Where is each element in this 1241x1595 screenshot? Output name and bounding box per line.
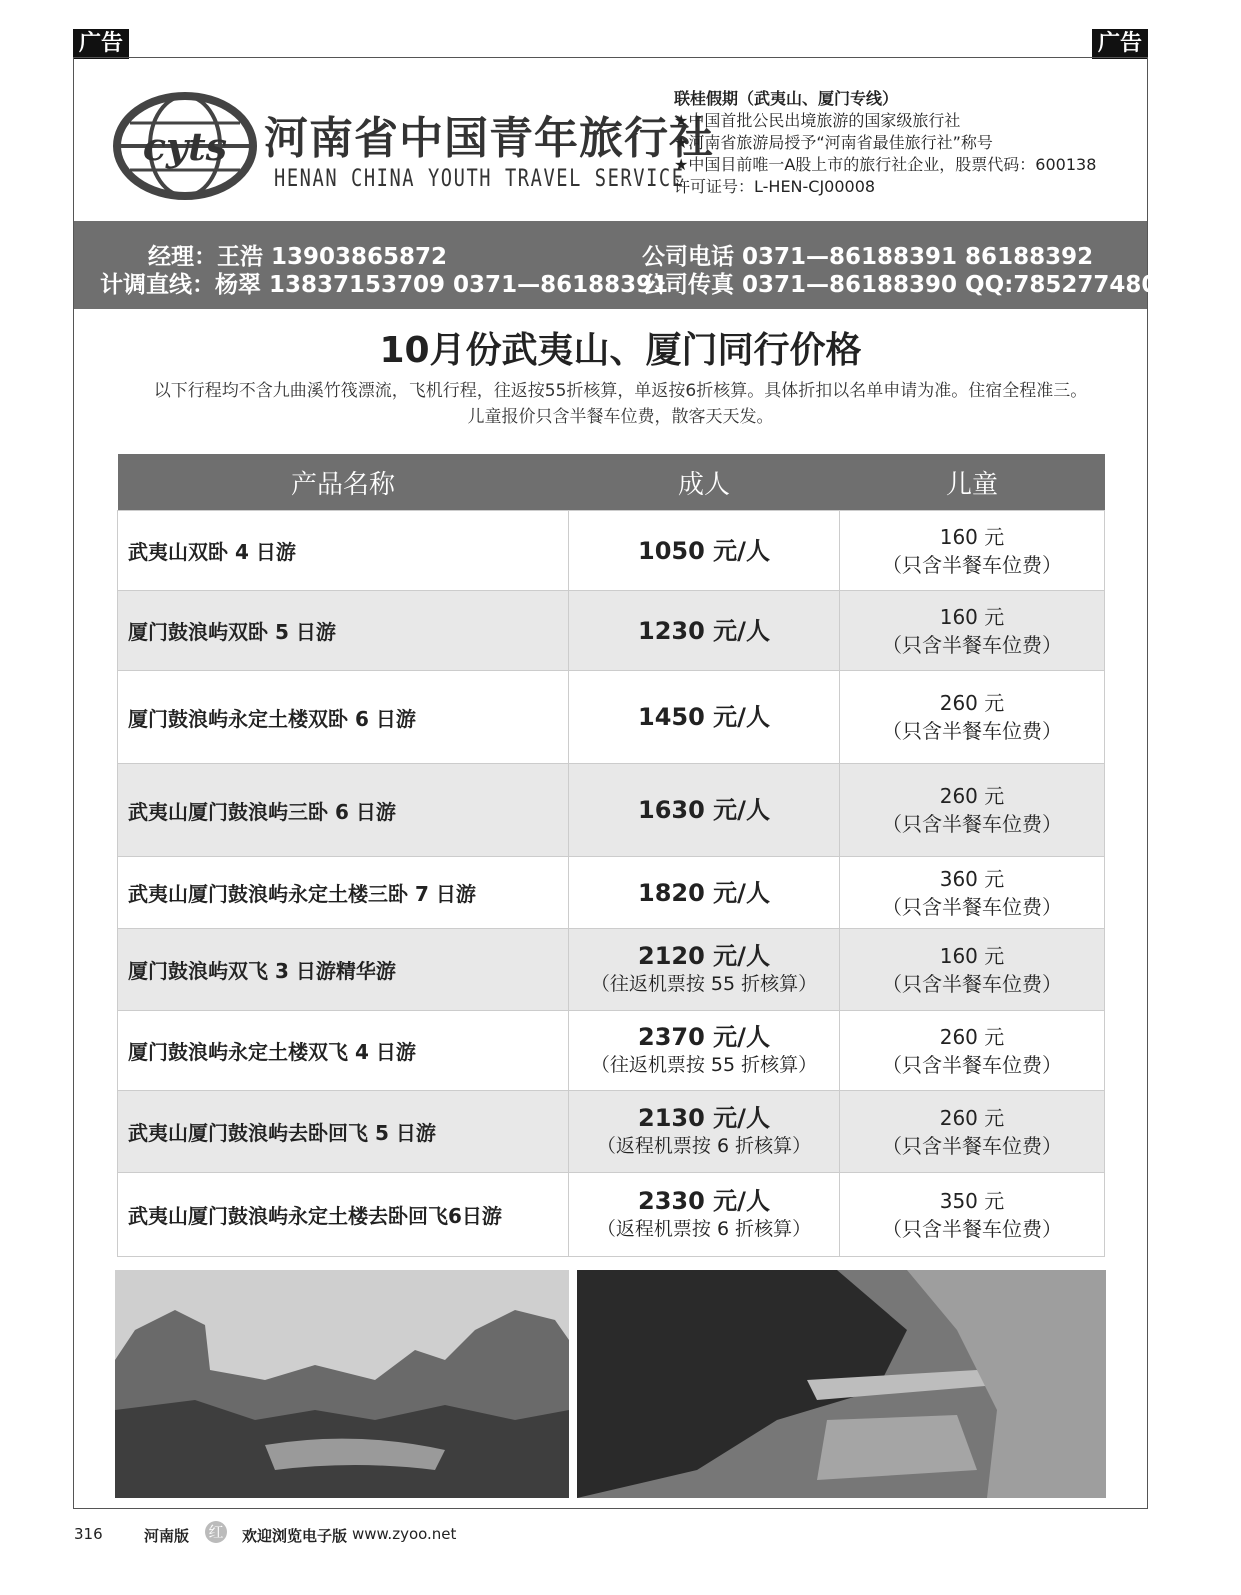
product-name: 厦门鼓浪屿双飞 3 日游精华游 [118, 929, 569, 1011]
description-line: 以下行程均不含九曲溪竹筏漂流，飞机行程，往返按55折核算，单返按6折核算。具体折扣以名单申请为准。住宿全程准三。 [153, 381, 1088, 401]
adult-price-cell [569, 929, 840, 1011]
child-price: 360 元 [939, 866, 1005, 891]
adult-price: 1230 元/人 [638, 616, 770, 645]
child-price-note: （只含半餐车位费） [882, 812, 1062, 836]
info-title: 联桂假期（武夷山、厦门专线） [674, 89, 899, 108]
adult-price-note: （返程机票按 6 折核算） [596, 1217, 812, 1240]
child-price-note: （只含半餐车位费） [882, 1052, 1062, 1077]
child-price: 260 元 [939, 1105, 1005, 1130]
info-line: ★河南省旅游局授予“河南省最佳旅行社”称号 [674, 133, 993, 152]
adult-price: 1450 元/人 [638, 703, 770, 731]
info-line: 许可证号：L-HEN-CJ00008 [674, 177, 876, 196]
child-price-note: （只含半餐车位费） [882, 1216, 1062, 1241]
child-price-note: （只含半餐车位费） [882, 894, 1062, 919]
adult-price-cell [569, 671, 840, 764]
product-name: 厦门鼓浪屿永定土楼双卧 6 日游 [118, 671, 569, 764]
product-name: 武夷山厦门鼓浪屿三卧 6 日游 [118, 764, 569, 857]
child-price: 160 元 [939, 604, 1005, 629]
child-price-note: （只含半餐车位费） [882, 1133, 1062, 1158]
table-row [118, 591, 1105, 671]
table-row [118, 1091, 1105, 1173]
agency-info [674, 88, 1096, 198]
ad-tag-left: 广告 [73, 29, 129, 59]
company-phone: 公司电话 0371—86188391 86188392 [642, 244, 1094, 270]
manager-contact: 经理：王浩 13903865872 [148, 244, 448, 270]
child-price-note: （只含半餐车位费） [882, 971, 1062, 996]
header-child: 儿童 [840, 454, 1105, 511]
page-number: 316 [74, 1525, 103, 1543]
table-row [118, 764, 1105, 857]
info-line: ★中国目前唯一A股上市的旅行社企业，股票代码：600138 [674, 155, 1097, 174]
product-name: 武夷山厦门鼓浪屿永定土楼去卧回飞6日游 [118, 1173, 569, 1257]
child-price: 350 元 [939, 1188, 1005, 1213]
adult-price-cell [569, 857, 840, 929]
adult-price: 2130 元/人 [638, 1103, 770, 1132]
globe-logo-icon [110, 88, 260, 203]
page-title: 10月份武夷山、厦门同行价格 [379, 330, 862, 371]
child-price: 260 元 [939, 1024, 1005, 1049]
adult-price-cell [569, 1011, 840, 1091]
contact-bar [74, 221, 1158, 309]
description-line: 儿童报价只含半餐车位费，散客天天发。 [467, 407, 774, 427]
adult-price-note: （往返机票按 55 折核算） [590, 972, 818, 995]
edition-badge: 红 [205, 1521, 227, 1543]
table-row [118, 671, 1105, 764]
adult-price-cell [569, 1173, 840, 1257]
adult-price: 1630 元/人 [638, 796, 770, 824]
child-price-note: （只含半餐车位费） [882, 632, 1062, 657]
child-price-cell [840, 1011, 1105, 1091]
product-name: 武夷山双卧 4 日游 [118, 511, 569, 591]
table-row [118, 511, 1105, 591]
agency-name-cn: 河南省中国青年旅行社 [264, 113, 714, 164]
product-name: 厦门鼓浪屿永定土楼双飞 4 日游 [118, 1011, 569, 1091]
child-price-cell [840, 511, 1105, 591]
adult-price-cell [569, 511, 840, 591]
adult-price: 2330 元/人 [638, 1186, 770, 1215]
adult-price-cell [569, 764, 840, 857]
child-price: 260 元 [939, 691, 1005, 715]
child-price-cell [840, 671, 1105, 764]
header-adult: 成人 [569, 454, 840, 511]
company-fax: 公司传真 0371—86188390 QQ:785277480 [642, 272, 1158, 298]
agency-name-en: HENAN CHINA YOUTH TRAVEL SERVICE [274, 164, 685, 192]
child-price-cell [840, 1091, 1105, 1173]
adult-price: 2120 元/人 [638, 941, 770, 970]
table-row [118, 857, 1105, 929]
wuyishan-photo [115, 1270, 569, 1498]
svg-text:cyts: cyts [142, 124, 228, 169]
header [74, 58, 1147, 220]
adult-price-cell [569, 1091, 840, 1173]
gulangyu-photo [577, 1270, 1106, 1498]
table-header-row [118, 454, 1105, 511]
child-price-cell [840, 764, 1105, 857]
edition-label: 河南版 [144, 1527, 190, 1545]
child-price-cell [840, 1173, 1105, 1257]
adult-price: 1050 元/人 [638, 536, 770, 565]
child-price-cell [840, 591, 1105, 671]
adult-price-note: （返程机票按 6 折核算） [596, 1134, 812, 1157]
website-link[interactable]: www.zyoo.net [352, 1525, 457, 1543]
child-price-cell [840, 929, 1105, 1011]
child-price: 160 元 [939, 524, 1005, 549]
child-price-cell [840, 857, 1105, 929]
product-name: 厦门鼓浪屿双卧 5 日游 [118, 591, 569, 671]
child-price: 160 元 [939, 943, 1005, 968]
product-name: 武夷山厦门鼓浪屿去卧回飞 5 日游 [118, 1091, 569, 1173]
table-row [118, 1173, 1105, 1257]
description [0, 378, 1241, 430]
price-table [117, 454, 1105, 1257]
product-name: 武夷山厦门鼓浪屿永定土楼三卧 7 日游 [118, 857, 569, 929]
welcome-text: 欢迎浏览电子版 [242, 1527, 348, 1545]
child-price-note: （只含半餐车位费） [882, 552, 1062, 577]
header-product: 产品名称 [118, 454, 569, 511]
table-row [118, 929, 1105, 1011]
child-price-note: （只含半餐车位费） [882, 719, 1062, 743]
child-price: 260 元 [939, 784, 1005, 808]
adult-price: 2370 元/人 [638, 1022, 770, 1051]
info-line: ★中国首批公民出境旅游的国家级旅行社 [674, 111, 961, 130]
adult-price: 1820 元/人 [638, 878, 770, 907]
table-row [118, 1011, 1105, 1091]
dispatch-contact: 计调直线：杨翠 13837153709 0371—86188391 [100, 272, 669, 298]
ad-tag-right: 广告 [1092, 29, 1148, 59]
adult-price-note: （往返机票按 55 折核算） [590, 1053, 818, 1076]
adult-price-cell [569, 591, 840, 671]
